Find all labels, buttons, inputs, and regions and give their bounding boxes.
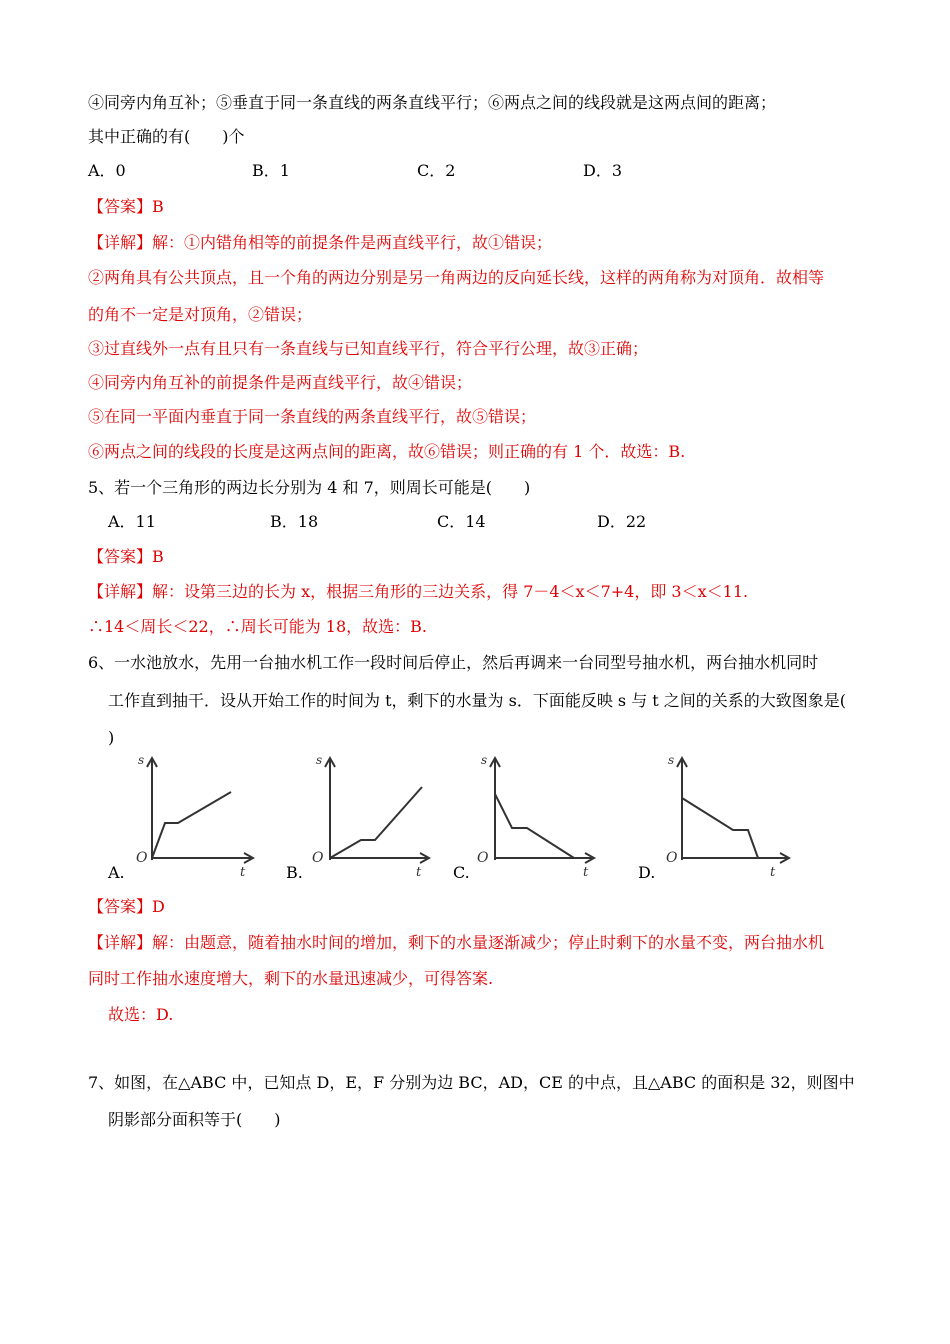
- graph-d-curve: [682, 798, 758, 858]
- origin-label: O: [477, 850, 489, 866]
- q5-answer: 【答案】B: [88, 547, 164, 566]
- q5-stem: 5、若一个三角形的两边长分别为 4 和 7，则周长可能是( ): [88, 478, 531, 497]
- q4-question-line: 其中正确的有( )个: [88, 127, 245, 146]
- q5-detail-1: 【详解】解：设第三边的长为 x，根据三角形的三边关系，得 7－4＜x＜7+4，即 3＜x＜11.: [88, 582, 749, 601]
- q5-option-d: D．22: [597, 512, 647, 531]
- graph-d-label: D.: [638, 863, 656, 882]
- origin-label: O: [136, 850, 148, 866]
- q4-option-a: A．0: [88, 161, 126, 180]
- graph-c-curve: [495, 794, 574, 858]
- q4-detail-5: ④同旁内角互补的前提条件是两直线平行，故④错误；: [88, 373, 473, 392]
- q7-stem-1: 7、如图，在△ABC 中，已知点 D，E，F 分别为边 BC，AD，CE 的中点，且△ABC 的面积是 32，则图中: [88, 1073, 855, 1092]
- axis-t-label: t: [583, 865, 589, 880]
- axis-s-label: s: [138, 753, 145, 767]
- graph-a-label: A.: [108, 863, 125, 882]
- q6-detail-2: 同时工作抽水速度增大，剩下的水量迅速减少，可得答案.: [88, 969, 494, 988]
- graph-c: [463, 752, 603, 882]
- axis-t-label: t: [770, 865, 776, 880]
- axis-t-label: t: [416, 865, 422, 880]
- q5-option-a: A．11: [108, 512, 156, 531]
- graph-b: [298, 752, 438, 882]
- q5-option-c: C．14: [437, 512, 486, 531]
- axis-t-label: t: [240, 865, 246, 880]
- q6-detail-1: 【详解】解：由题意，随着抽水时间的增加，剩下的水量逐渐减少；停止时剩下的水量不变，两台抽水机: [88, 933, 825, 952]
- origin-label: O: [666, 850, 678, 866]
- q4-answer: 【答案】B: [88, 197, 164, 216]
- q4-option-d: D．3: [583, 161, 623, 180]
- graph-c-label: C.: [453, 863, 470, 882]
- q4-detail-2: ②两角具有公共顶点，且一个角的两边分别是另一角两边的反向延长线，这样的两角称为对顶角．故相等: [88, 268, 825, 287]
- graph-a-curve: [152, 792, 231, 858]
- axis-s-label: s: [668, 753, 675, 767]
- q4-detail-7: ⑥两点之间的线段的长度是这两点间的距离，故⑥错误；则正确的有 1 个．故选：B.: [88, 442, 686, 461]
- q5-option-b: B．18: [270, 512, 319, 531]
- axis-s-label: s: [316, 753, 323, 767]
- axis-s-label: s: [481, 753, 488, 767]
- graph-b-curve: [330, 787, 422, 858]
- q6-stem-3: ): [108, 728, 115, 747]
- q6-stem-2: 工作直到抽干．设从开始工作的时间为 t，剩下的水量为 s．下面能反映 s 与 t 之间的关系的大致图象是(: [108, 691, 847, 710]
- q4-detail-6: ⑤在同一平面内垂直于同一条直线的两条直线平行，故⑤错误；: [88, 407, 537, 426]
- q7-stem-2: 阴影部分面积等于( ): [108, 1110, 281, 1129]
- graph-a: [120, 752, 260, 882]
- q6-stem-1: 6、一水池放水，先用一台抽水机工作一段时间后停止，然后再调来一台同型号抽水机，两台抽水机同时: [88, 653, 819, 672]
- q4-option-b: B．1: [252, 161, 290, 180]
- q4-detail-1: 【详解】解：①内错角相等的前提条件是两直线平行，故①错误；: [88, 233, 553, 252]
- q6-detail-3: 故选：D.: [108, 1005, 174, 1024]
- q4-statement-line: ④同旁内角互补；⑤垂直于同一条直线的两条直线平行；⑥两点之间的线段就是这两点间的距离；: [88, 93, 777, 112]
- graph-b-label: B.: [286, 863, 303, 882]
- q4-detail-3: 的角不一定是对顶角，②错误；: [88, 305, 313, 324]
- q4-option-c: C．2: [417, 161, 456, 180]
- q4-detail-4: ③过直线外一点有且只有一条直线与已知直线平行，符合平行公理，故③正确；: [88, 339, 649, 358]
- q5-detail-2: ∴14＜周长＜22，∴周长可能为 18，故选：B.: [88, 617, 428, 636]
- q6-answer: 【答案】D: [88, 897, 165, 916]
- graph-d: [652, 752, 792, 882]
- origin-label: O: [312, 850, 324, 866]
